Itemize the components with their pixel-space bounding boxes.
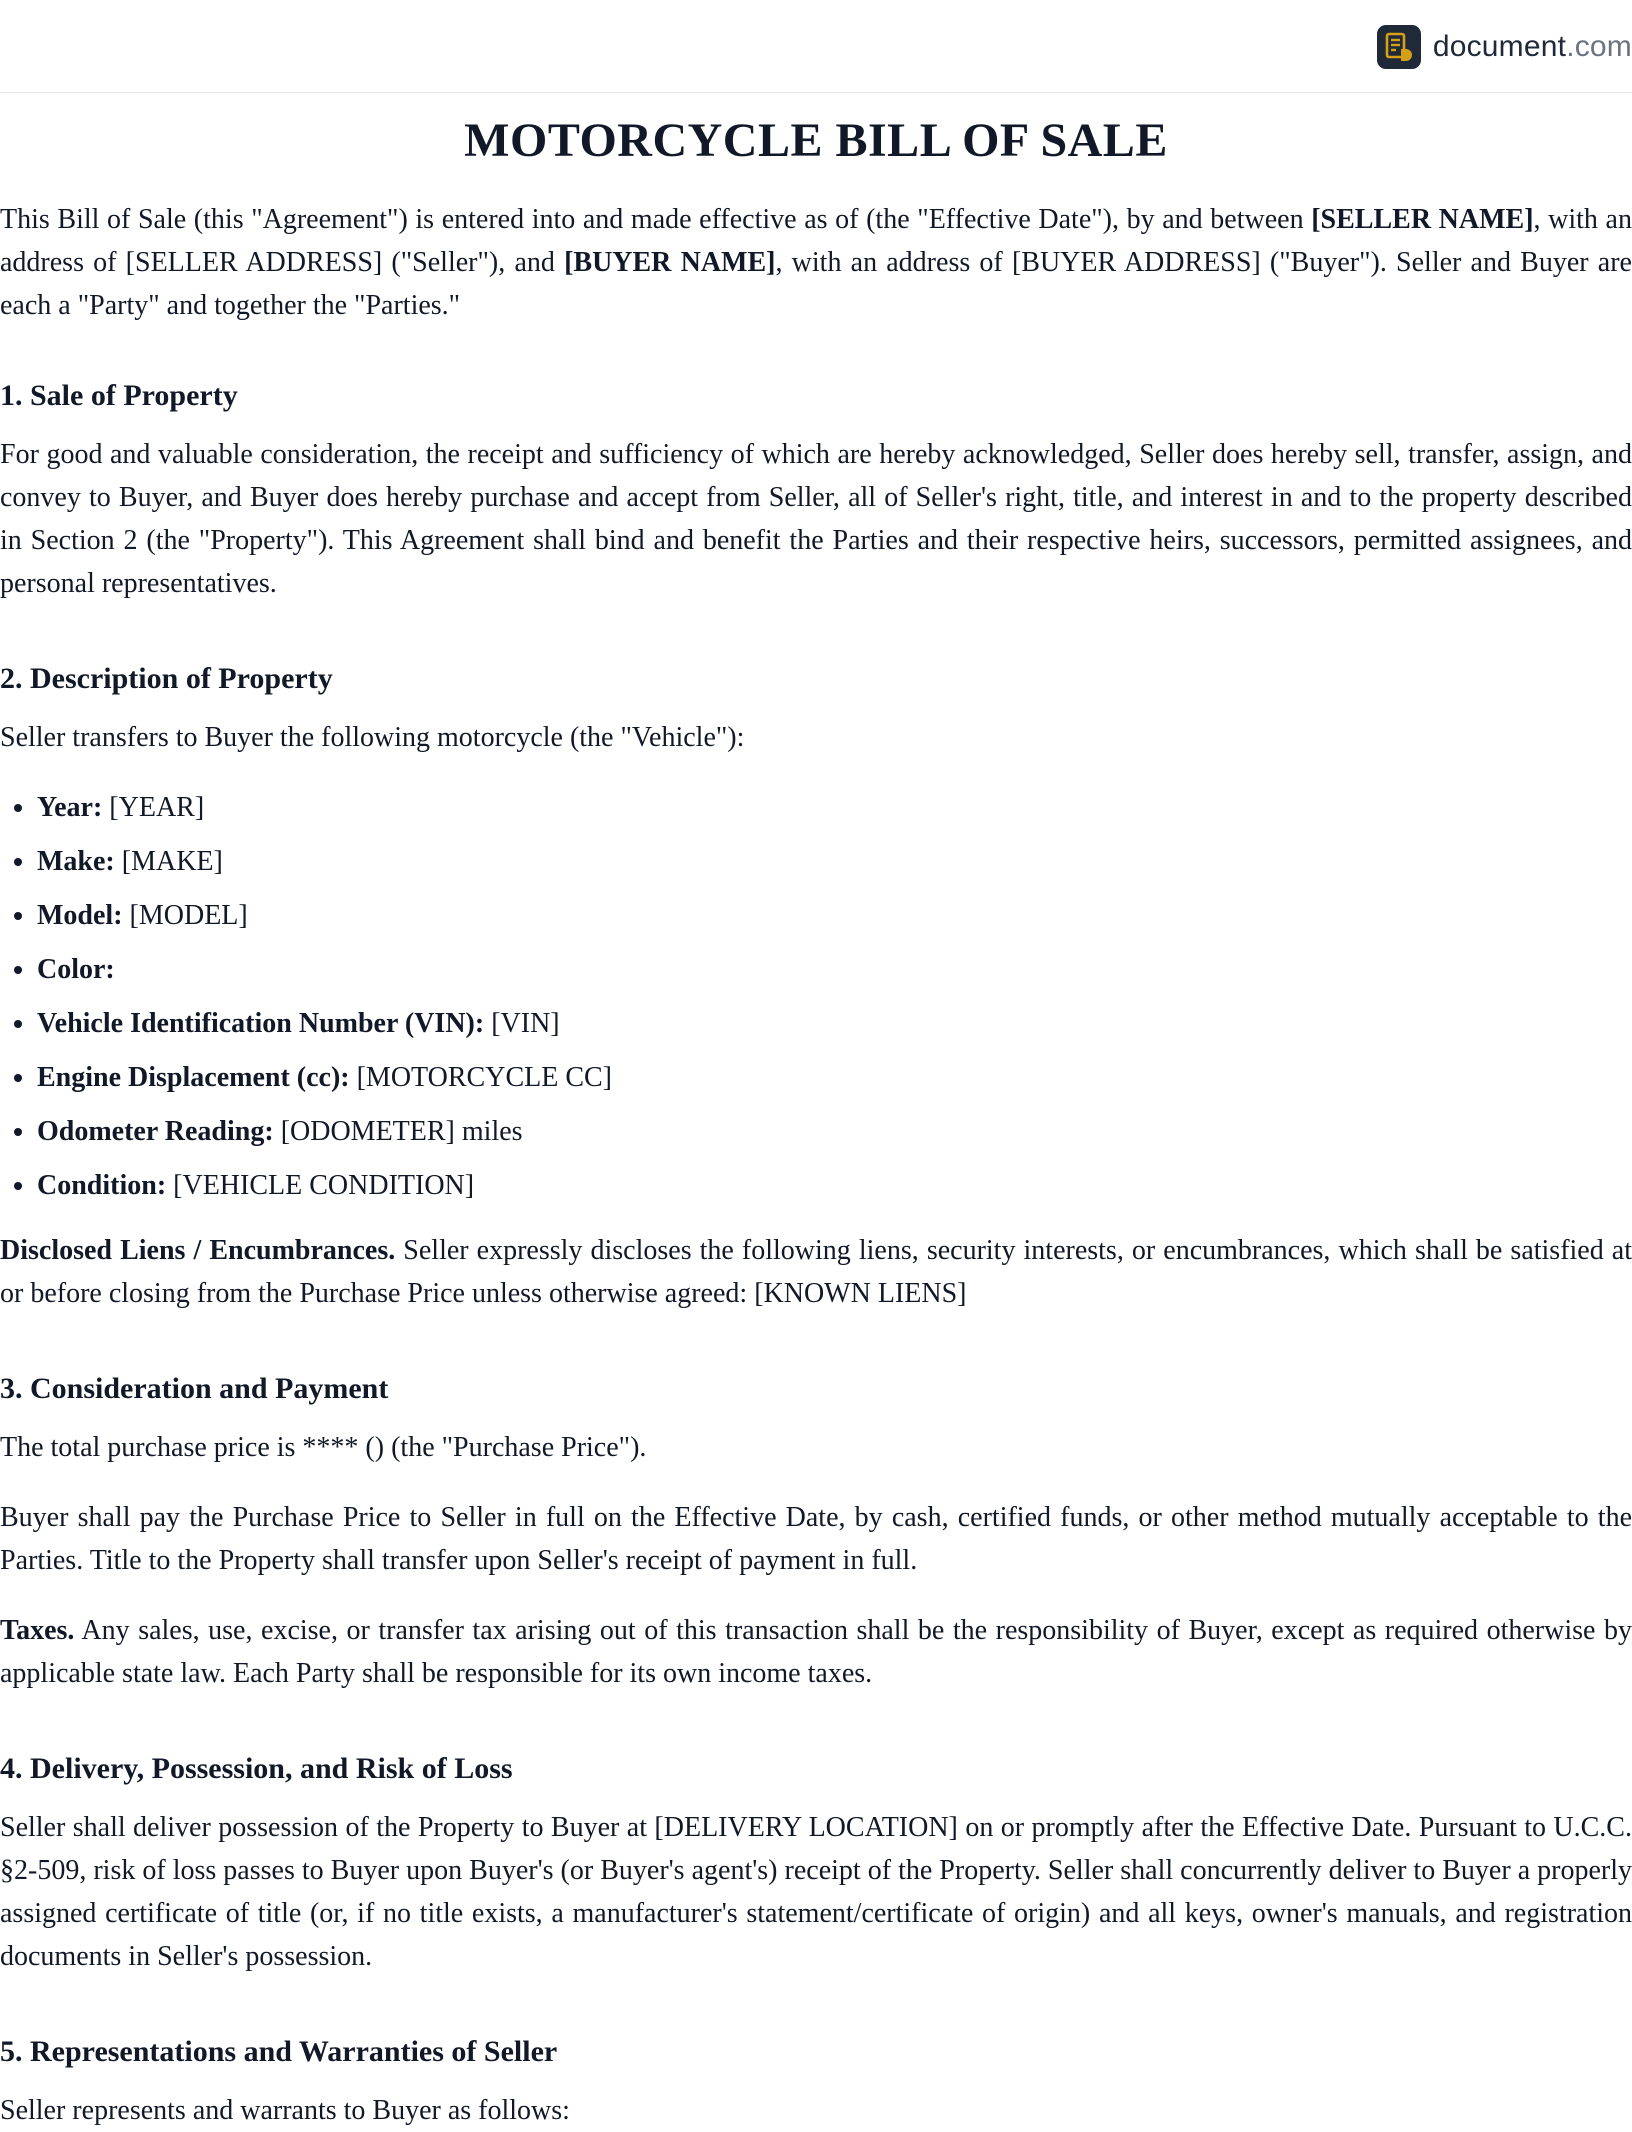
- item-label: Year:: [37, 792, 103, 823]
- taxes-paragraph: [0, 1609, 1632, 1695]
- list-item: [37, 1002, 1632, 1045]
- list-item: [37, 786, 1632, 829]
- item-label: Make:: [37, 846, 115, 877]
- brand[interactable]: [1377, 25, 1632, 69]
- liens-label: Disclosed Liens / Encumbrances.: [0, 1235, 396, 1266]
- item-value: [MAKE]: [114, 846, 223, 877]
- item-value: [VEHICLE CONDITION]: [166, 1170, 475, 1201]
- brand-wordmark: [1433, 30, 1632, 64]
- header-bar: [0, 0, 1632, 93]
- liens-paragraph: [0, 1229, 1632, 1315]
- list-item: [37, 840, 1632, 883]
- section-1-heading: 1. Sale of Property: [0, 379, 238, 412]
- purchase-price-paragraph: The total purchase price is **** () (the "Purchase Price").: [0, 1432, 647, 1463]
- liens-text: Seller expressly discloses the following liens, security interests, or encumbrances, which shall be satisfied at or before closing from the Purchase Price unless otherwise agreed: [KNOWN LIENS]: [0, 1235, 1632, 1309]
- section-5-heading: 5. Representations and Warranties of Seller: [0, 2035, 558, 2068]
- section-2-lead: Seller transfers to Buyer the following motorcycle (the "Vehicle"):: [0, 722, 745, 753]
- list-item: [37, 894, 1632, 937]
- item-value: [YEAR]: [102, 792, 205, 823]
- intro-text-1: This Bill of Sale (this "Agreement") is entered into and made effective as of (the "Effective Date"), by and between: [0, 204, 1312, 235]
- vehicle-details-list: [0, 786, 1632, 1207]
- document-body: [0, 113, 1632, 2132]
- item-label: Model:: [37, 900, 123, 931]
- payment-paragraph: Buyer shall pay the Purchase Price to Seller in full on the Effective Date, by cash, certified funds, or other method mutually acceptable to the Parties. Title to the Property shall transfer upon Seller's receipt of payment in full.: [0, 1502, 1632, 1576]
- intro-text-3: , with an address of [BUYER ADDRESS] ("Buyer"). Seller and Buyer are each a "Party" and together the "Parties.": [0, 247, 1632, 321]
- list-item: [37, 1164, 1632, 1207]
- buyer-name-placeholder: [BUYER NAME]: [564, 247, 776, 278]
- brand-name: document: [1432, 30, 1567, 63]
- section-5-lead: Seller represents and warrants to Buyer as follows:: [0, 2095, 570, 2126]
- item-value: [MOTORCYCLE CC]: [349, 1062, 612, 1093]
- section-4-text: Seller shall deliver possession of the Property to Buyer at [DELIVERY LOCATION] on or promptly after the Effective Date. Pursuant to U.C.C. §2-509, risk of loss passes to Buyer upon Buyer's (or Buyer's agent's) receipt of the Property. Seller shall concurrently deliver to Buyer a properly assigned certificate of title (or, if no title exists, a manufacturer's statement/certificate of origin) and all keys, owner's manuals, and registration documents in Seller's possession.: [0, 1812, 1632, 1972]
- item-label: Odometer Reading:: [37, 1116, 274, 1147]
- intro-paragraph: [0, 198, 1632, 327]
- list-item: [37, 1110, 1632, 1153]
- item-label: Engine Displacement (cc):: [37, 1062, 350, 1093]
- item-value: [ODOMETER] miles: [273, 1116, 523, 1147]
- taxes-label: Taxes.: [0, 1615, 75, 1646]
- document-title: MOTORCYCLE BILL OF SALE: [464, 114, 1168, 167]
- taxes-text: Any sales, use, excise, or transfer tax arising out of this transaction shall be the responsibility of Buyer, except as required otherwise by applicable state law. Each Party shall be responsible for its own income taxes.: [0, 1615, 1632, 1689]
- item-label: Color:: [37, 954, 115, 985]
- section-1-text: For good and valuable consideration, the receipt and sufficiency of which are hereby acknowledged, Seller does hereby sell, transfer, assign, and convey to Buyer, and Buyer does hereby purchase and accept from Seller, all of Seller's right, title, and interest in and to the property described in Section 2 (the "Property"). This Agreement shall bind and benefit the Parties and their respective heirs, successors, permitted assignees, and personal representatives.: [0, 439, 1632, 599]
- item-label: Condition:: [37, 1170, 167, 1201]
- brand-tld: .com: [1566, 30, 1632, 63]
- item-label: Vehicle Identification Number (VIN):: [37, 1008, 485, 1039]
- seller-name-placeholder: [SELLER NAME]: [1311, 204, 1534, 235]
- intro-text-2: , with an address of [SELLER ADDRESS] ("Seller"), and: [0, 204, 1632, 278]
- document-logo-icon: [1377, 25, 1421, 69]
- section-2-heading: 2. Description of Property: [0, 662, 333, 695]
- item-value: [MODEL]: [122, 900, 248, 931]
- item-value: [VIN]: [484, 1008, 560, 1039]
- list-item: [37, 1056, 1632, 1099]
- section-3-heading: 3. Consideration and Payment: [0, 1372, 389, 1405]
- list-item: [37, 948, 1632, 991]
- section-4-heading: 4. Delivery, Possession, and Risk of Loss: [0, 1752, 513, 1785]
